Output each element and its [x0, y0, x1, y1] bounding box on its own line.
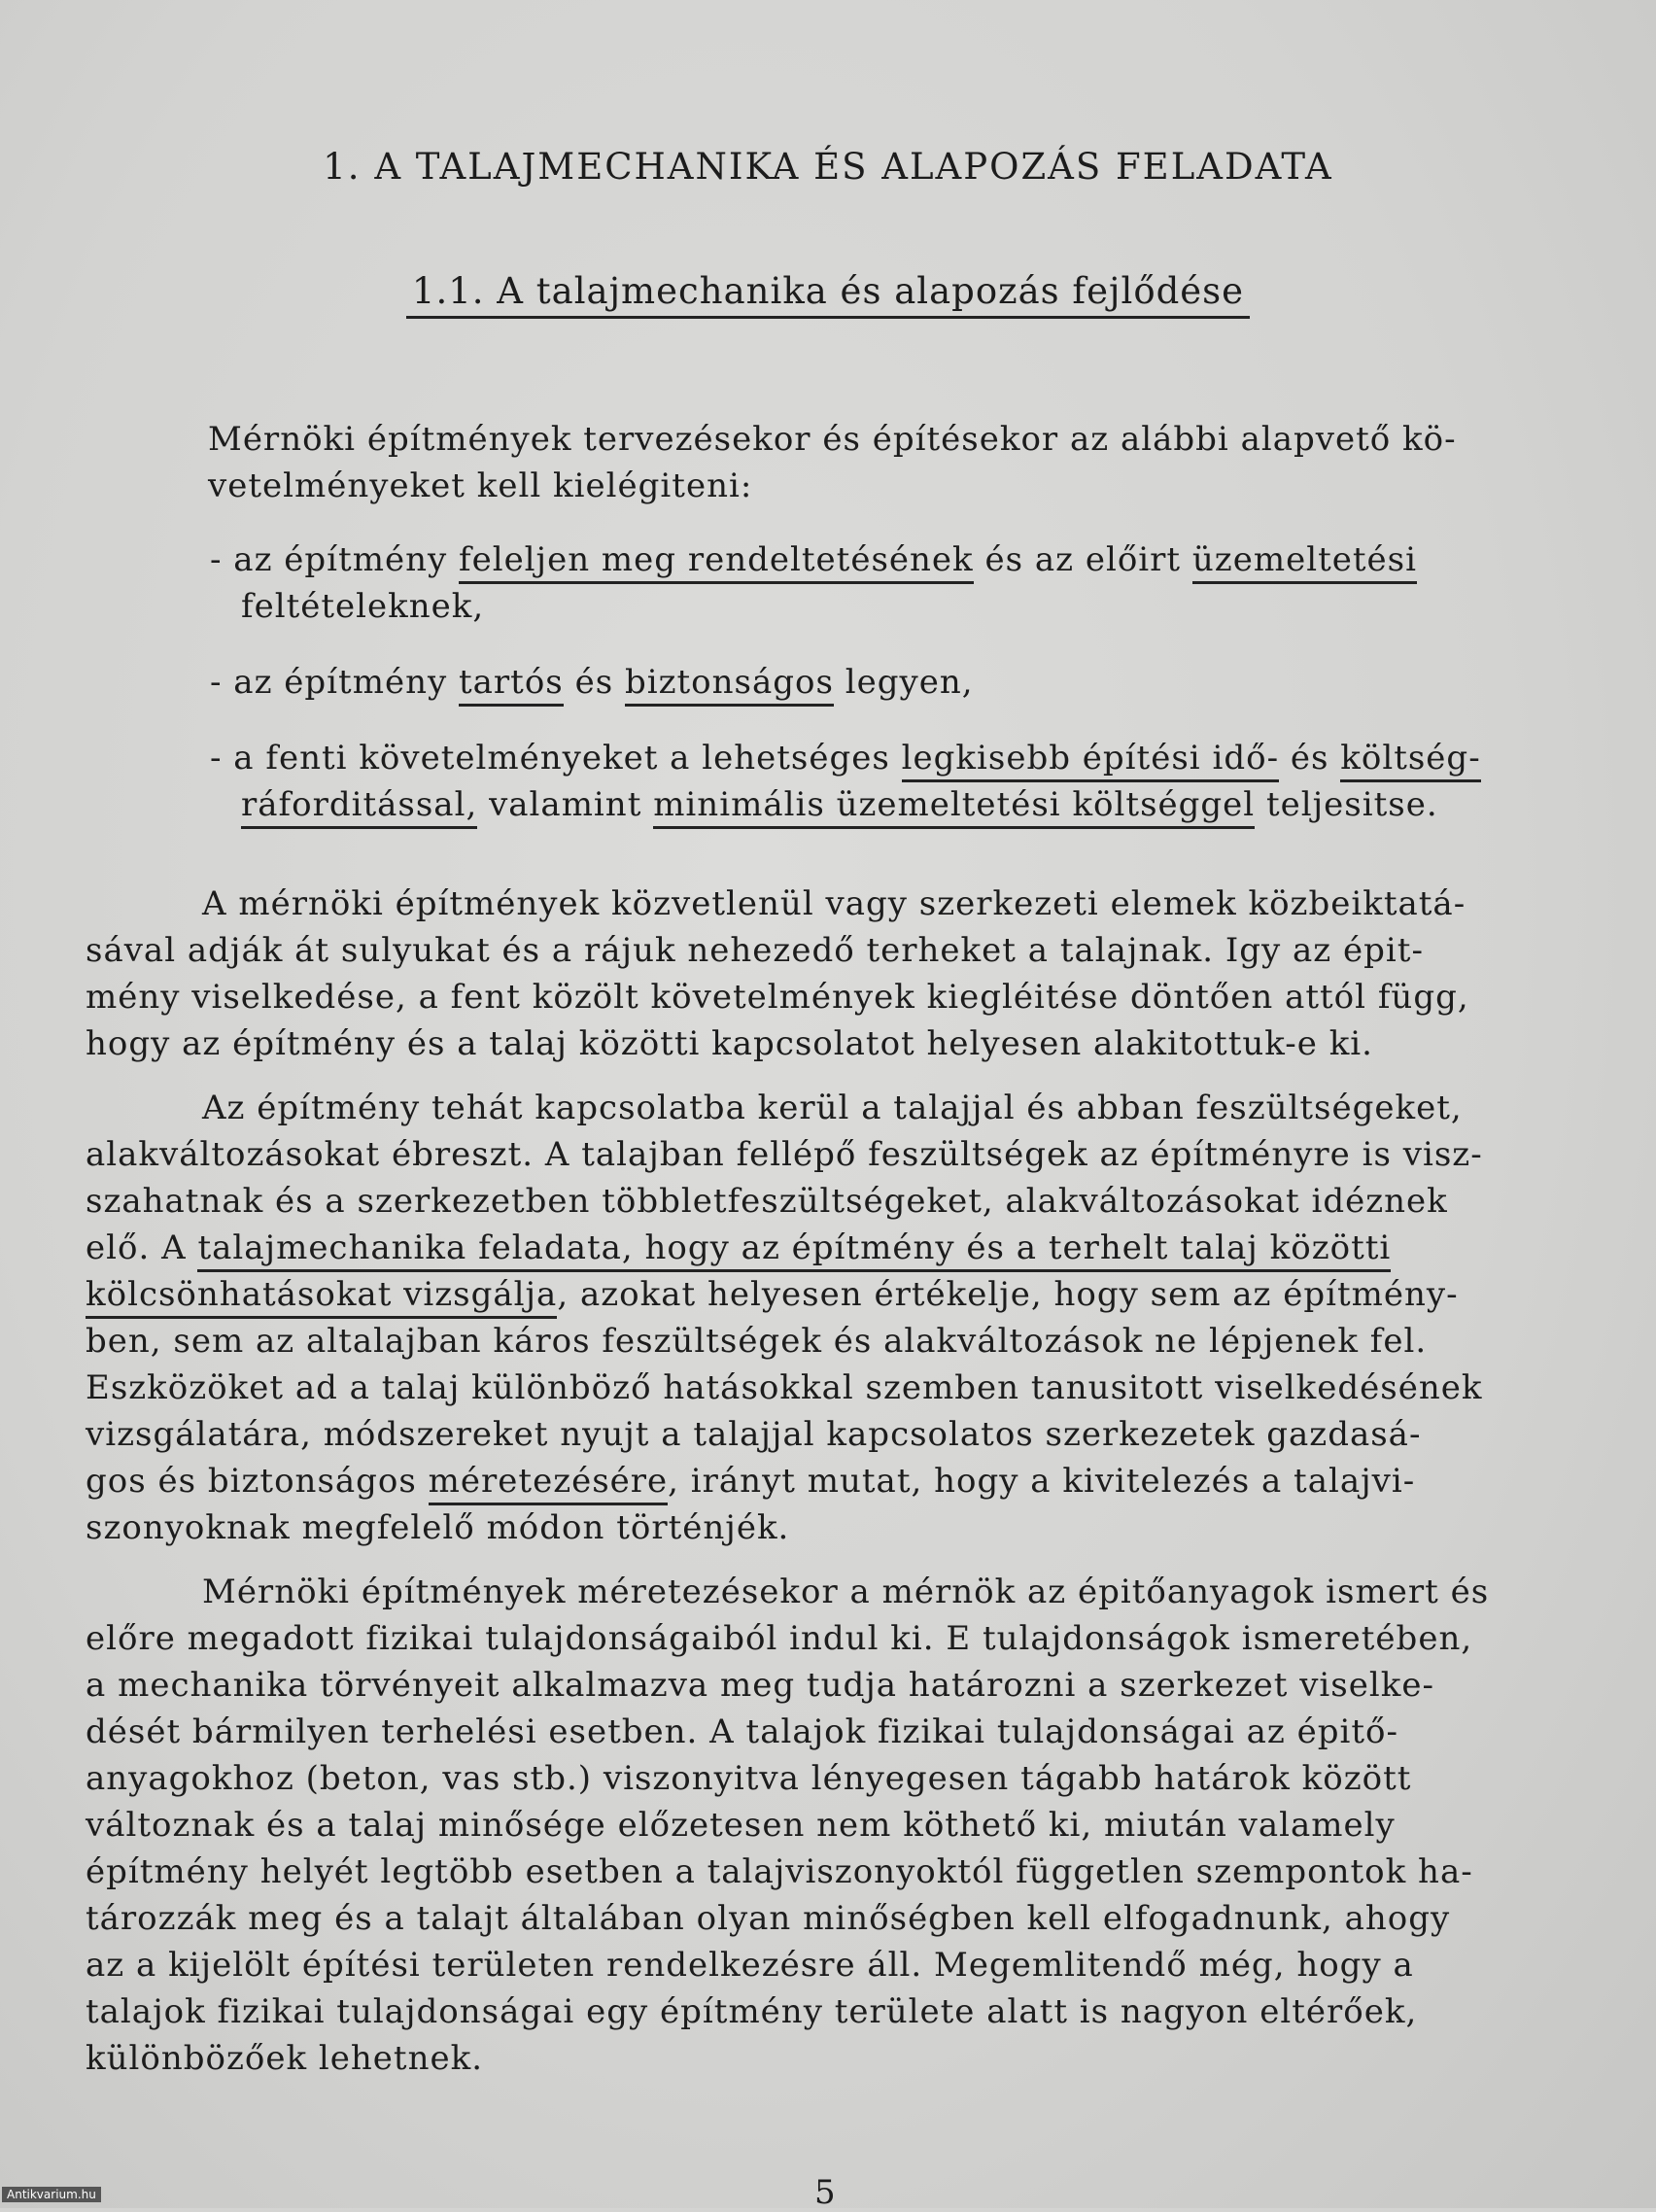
text-line: vetelményeket kell kielégiteni: [208, 467, 753, 505]
text-line: vizsgálatára, módszereket nyujt a talajjal kapcsolatos szerkezetek gazdasá- [86, 1415, 1422, 1454]
text-line: különbözőek lehetnek. [86, 2039, 483, 2078]
text-span: elő. A [86, 1228, 198, 1267]
text-span: teljesitse. [1255, 785, 1438, 824]
text-span: , irányt mutat, hogy a kivitelezés a talajvi- [668, 1462, 1416, 1501]
underlined-phrase: kölcsönhatásokat vizsgálja [86, 1275, 557, 1319]
text-line: előre megadott fizikai tulajdonságaiból indul ki. E tulajdonságok ismeretében, [86, 1619, 1473, 1658]
text-span: és az előirt [973, 540, 1192, 579]
text-span: legyen, [833, 663, 974, 702]
underlined-phrase: biztonságos [625, 663, 834, 707]
text-line: Mérnöki építmények méretezésekor a mérnök az épitőanyagok ismert és [202, 1573, 1490, 1611]
text-line: tározzák meg és a talajt általában olyan minőségben kell elfogadnunk, ahogy [86, 1899, 1451, 1938]
text-line [86, 1225, 1391, 1271]
text-line: szonyoknak megfelelő módon történjék. [86, 1508, 790, 1547]
list-item [210, 659, 974, 706]
text-line: alakváltozásokat ébreszt. A talajban fellépő feszültségek az építményre is visz- [86, 1135, 1483, 1174]
text-line: talajok fizikai tulajdonságai egy építmény területe alatt is nagyon eltérőek, [86, 1992, 1418, 2031]
underlined-phrase: ráforditással, [241, 785, 477, 829]
list-item [210, 735, 1481, 781]
text-line: ben, sem az altalajban káros feszültségek és alakváltozások ne lépjenek fel. [86, 1322, 1428, 1361]
text-line: Eszközöket ad a talaj különböző hatásokkal szemben tanusitott viselkedésének [86, 1368, 1483, 1407]
list-item [210, 536, 1417, 583]
underlined-phrase: talajmechanika feladata, hogy az építmény és a terhelt talaj közötti [197, 1228, 1391, 1272]
text-span: , azokat helyesen értékelje, hogy sem az építmény- [557, 1275, 1459, 1314]
underlined-phrase: méretezésére [429, 1462, 669, 1505]
text-line: dését bármilyen terhelési esetben. A talajok fizikai tulajdonságai az épitő- [86, 1712, 1399, 1751]
text-line: mény viselkedése, a fent közölt követelmények kiegléitése döntően attól függ, [86, 978, 1469, 1017]
underlined-phrase: feleljen meg rendeltetésének [459, 540, 974, 584]
underlined-phrase: üzemeltetési [1192, 540, 1417, 584]
text-line: építmény helyét legtöbb esetben a talajviszonyoktól független szempontok ha- [86, 1852, 1473, 1891]
list-item-continuation [241, 781, 1438, 828]
text-span: - az építmény [210, 540, 459, 579]
text-line: a mechanika törvényeit alkalmazva meg tudja határozni a szerkezet viselke- [86, 1666, 1434, 1705]
text-line: az a kijelölt építési területen rendelkezésre áll. Megemlitendő még, hogy a [86, 1946, 1414, 1985]
list-item-continuation: feltételeknek, [241, 587, 485, 626]
text-line [86, 1271, 1459, 1318]
underlined-phrase: minimális üzemeltetési költséggel [653, 785, 1255, 829]
underlined-phrase: költség- [1340, 739, 1480, 782]
text-span: gos és biztonságos [86, 1462, 429, 1501]
underlined-phrase: legkisebb építési idő- [902, 739, 1279, 782]
text-line: Mérnöki építmények tervezésekor és építésekor az alábbi alapvető kö- [208, 420, 1457, 459]
text-span: és [563, 663, 625, 702]
text-span: és [1279, 739, 1341, 778]
section-heading: 1.1. A talajmechanika és alapozás fejlődése [406, 270, 1250, 319]
text-line: szahatnak és a szerkezetben többletfeszültségeket, alakváltozásokat idéznek [86, 1182, 1448, 1221]
text-line: sával adják át sulyukat és a rájuk nehezedő terheket a talajnak. Igy az épit- [86, 931, 1424, 970]
text-span: - a fenti követelményeket a lehetséges [210, 739, 902, 778]
page-number: 5 [814, 2173, 836, 2212]
text-line: Az építmény tehát kapcsolatba kerül a talajjal és abban feszültségeket, [202, 1089, 1463, 1127]
text-span: valamint [477, 785, 654, 824]
chapter-heading: 1. A TALAJMECHANIKA ÉS ALAPOZÁS FELADATA [323, 146, 1333, 188]
text-line [86, 1458, 1415, 1504]
watermark-badge: Antikvarium.hu [2, 2187, 101, 2202]
text-span: - az építmény [210, 663, 459, 702]
text-line: változnak és a talaj minősége előzetesen nem köthető ki, miután valamely [86, 1806, 1396, 1845]
underlined-phrase: tartós [459, 663, 564, 707]
text-line: hogy az építmény és a talaj közötti kapcsolatot helyesen alakitottuk-e ki. [86, 1024, 1373, 1063]
text-line: anyagokhoz (beton, vas stb.) viszonyitva lényegesen tágabb határok között [86, 1759, 1412, 1798]
section-heading-wrap [0, 270, 1656, 319]
text-line: A mérnöki építmények közvetlenül vagy szerkezeti elemek közbeiktatá- [202, 884, 1466, 923]
